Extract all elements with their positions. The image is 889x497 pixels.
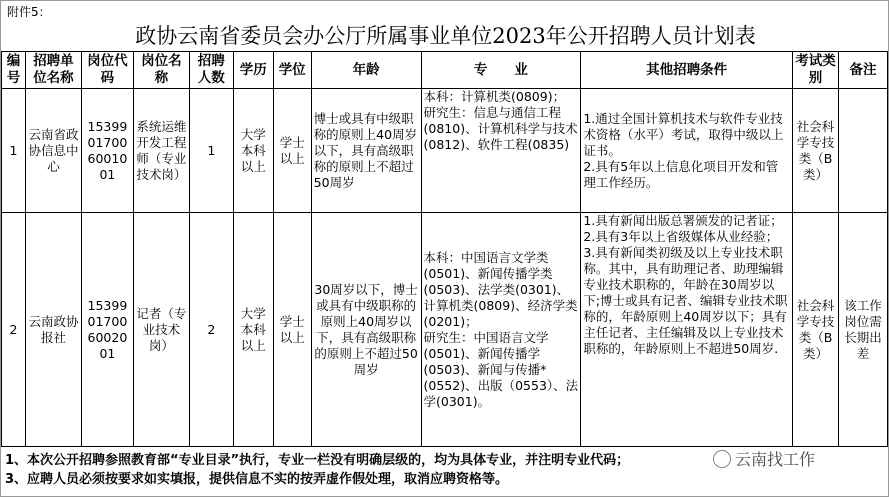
header-code: 岗位代码	[81, 52, 133, 89]
cell-position: 系统运维开发工程师（专业技术岗）	[133, 89, 189, 213]
header-unit: 招聘单位名称	[25, 52, 81, 89]
table-row	[2, 213, 888, 447]
cell-no: 1	[2, 89, 26, 213]
cell-conditions: 1.具有新闻出版总署颁发的记者证； 2.具有3年以上省级媒体从业经验； 3.具有新闻类初级及以上专业技术职称。其中，具有助理记者、助理编辑专业技术职称的，年龄在30周岁以下;博士或具有记者、编辑专业技术职称的，年龄原则上40周岁以下；具有主任记者、主任编辑及以上专业技术职称的，年龄原则上不超进50周岁.	[581, 213, 793, 447]
cell-major: 本科：计算机类(0809)； 研究生：信息与通信工程(0810)、计算机科学与技术(0812)、软件工程(0835)	[421, 89, 581, 213]
cell-remark	[838, 89, 887, 213]
table-row	[2, 89, 888, 213]
cell-unit: 云南政协报社	[25, 213, 81, 447]
header-exam: 考试类别	[793, 52, 839, 89]
watermark	[713, 447, 815, 470]
header-no: 编号	[2, 52, 26, 89]
header-degree: 学位	[273, 52, 311, 89]
header-row	[2, 52, 888, 89]
attachment-label: 附件5：	[7, 5, 51, 19]
cell-position: 记者（专业技术岗）	[133, 213, 189, 447]
cell-exam: 社会科学专技类（B类）	[793, 213, 839, 447]
cell-education: 大学本科以上	[233, 213, 273, 447]
header-education: 学历	[233, 52, 273, 89]
cell-count: 1	[189, 89, 233, 213]
cell-unit: 云南省政协信息中心	[25, 89, 81, 213]
header-major: 专 业	[421, 52, 581, 89]
cell-age: 30周岁以下，博士或具有中级职称的原则上40周岁以下，具有高级职称的原则上不超过50周岁	[311, 213, 421, 447]
notes	[5, 451, 629, 489]
page-title: 政协云南省委员会办公厅所属事业单位2023年公开招聘人员计划表	[135, 24, 756, 48]
recruitment-table	[1, 51, 888, 447]
cell-degree: 学士以上	[273, 89, 311, 213]
cell-degree: 学士以上	[273, 213, 311, 447]
header-conditions: 其他招聘条件	[581, 52, 793, 89]
cell-no: 2	[2, 213, 26, 447]
wechat-logo-icon	[713, 450, 731, 468]
header-count: 招聘人数	[189, 52, 233, 89]
cell-code: 15399 01700 60020 01	[81, 213, 133, 447]
header-age: 年龄	[311, 52, 421, 89]
cell-conditions: 1.通过全国计算机技术与软件专业技术资格（水平）考试，取得中级以上证书。 2.具有5年以上信息化项目开发和管理工作经历。	[581, 89, 793, 213]
note-3: 3、应聘人员必须按要求如实填报，提供信息不实的按弄虚作假处理，取消应聘资格等。	[5, 472, 509, 487]
cell-remark: 该工作岗位需长期出差	[838, 213, 887, 447]
cell-code: 15399 01700 60010 01	[81, 89, 133, 213]
cell-exam: 社会科学专技类（B类）	[793, 89, 839, 213]
cell-education: 大学本科以上	[233, 89, 273, 213]
cell-count: 2	[189, 213, 233, 447]
cell-major: 本科：中国语言文学类(0501)、新闻传播学类(0503)、法学类(0301)、计算机类(0809)、经济学类(0201)； 研究生：中国语言文学(0501)、新闻传播学(0503)、新闻与传播*(0552)、出版（0553）、法学(0301)。	[421, 213, 581, 447]
header-remark: 备注	[838, 52, 887, 89]
watermark-text: 云南找工作	[735, 450, 816, 469]
note-1: 1、本次公开招聘参照教育部“专业目录”执行，专业一栏没有明确层级的，均为具体专业，并注明专业代码；	[5, 453, 630, 468]
cell-age: 博士或具有中级职称的原则上40周岁以下，具有高级职称的原则上不超过50周岁	[311, 89, 421, 213]
header-position: 岗位名称	[133, 52, 189, 89]
